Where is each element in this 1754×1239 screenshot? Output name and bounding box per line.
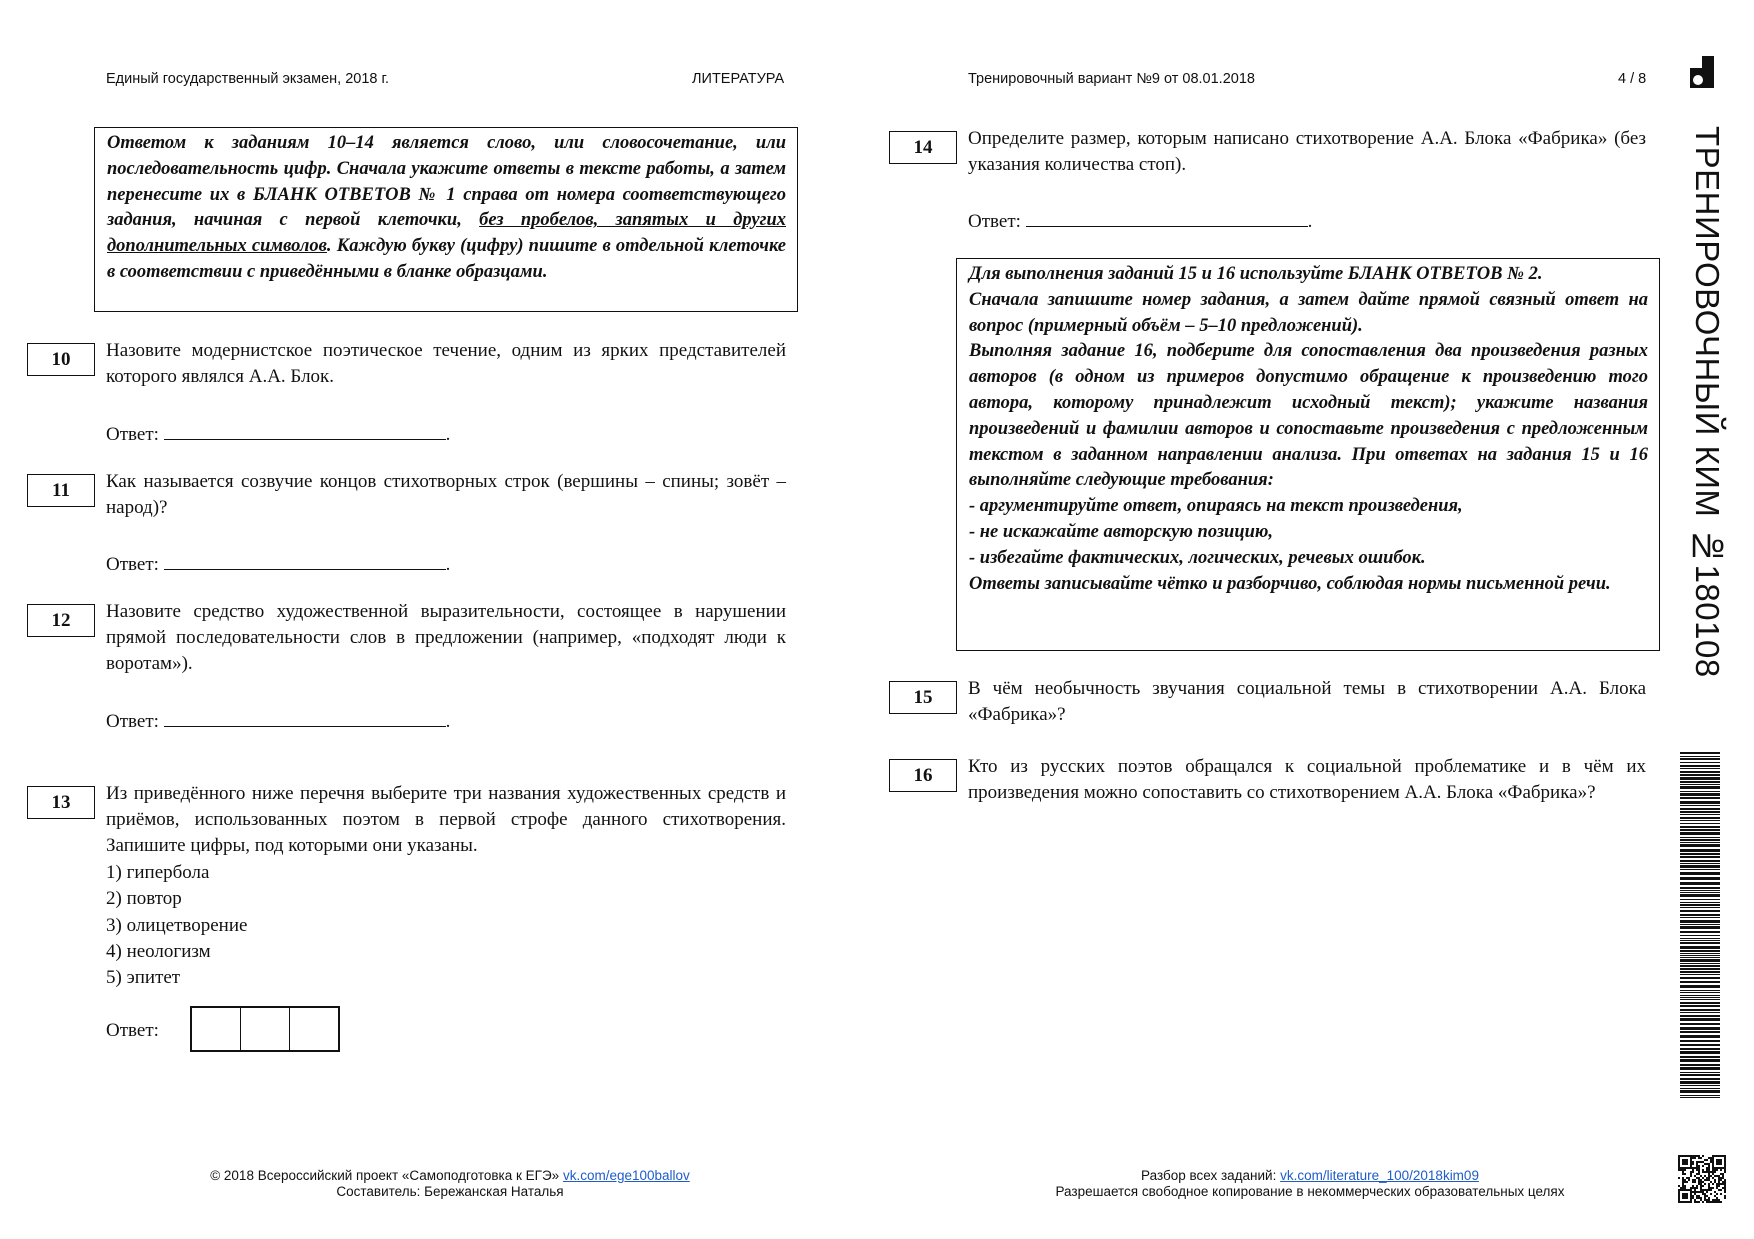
task-number-15: 15: [889, 681, 957, 714]
footer-right: [1000, 1168, 1620, 1200]
task-text-14: Определите размер, которым написано стихотворение А.А. Блока «Фабрика» (без указания количества стоп).: [968, 128, 1646, 175]
option-item: 5) эпитет: [106, 967, 181, 989]
option-item: 1) гипербола: [106, 862, 210, 883]
side-title: ТРЕНИРОВОЧНЫЙ КИМ №180108: [1689, 126, 1726, 678]
instruction2-line: - не искажайте авторскую позицию,: [969, 521, 1274, 542]
answer-field-11[interactable]: [106, 550, 450, 576]
answer-label-13: Ответ:: [106, 1020, 159, 1041]
instruction-text-part1: Ответом к заданиям 10–14 является слово, или словосочетание, или последовательность цифр. Сначала укажите ответы в тексте работы, а затем перенесите их в БЛАНК ОТВЕТОВ № 1 справа от номера соответствующего задания, начиная с первой клеточки,: [107, 133, 786, 231]
option-item: 2) повтор: [106, 888, 182, 910]
task-number-13: 13: [27, 786, 95, 819]
option-item: 4) неологизм: [106, 940, 211, 962]
footer-left: [150, 1168, 750, 1200]
footer-left-link[interactable]: vk.com/ege100ballov: [562, 1168, 690, 1183]
instruction-text-part2: . Каждую букву (цифру) пишите в отдельной клеточке в соответствии с приведёнными в бланке образцами.: [107, 236, 786, 282]
footer-note: Разрешается свободное копирование в некоммерческих образовательных целях: [1055, 1184, 1565, 1199]
answer-line[interactable]: [164, 550, 446, 570]
barcode-icon: [1680, 752, 1720, 1100]
instruction-text-underlined: без пробелов, запятых и других дополнительных символов: [107, 210, 786, 257]
task-number-14: 14: [889, 131, 957, 164]
footer-author: Составитель: Бережанская Наталья: [336, 1184, 564, 1199]
answer-cell[interactable]: [290, 1008, 338, 1050]
instruction2-line: Сначала запишите номер задания, а затем дайте прямой связный ответ на вопрос (примерный объём – 5–10 предложений).: [969, 289, 1648, 336]
header-page-number: 4 / 8: [1618, 71, 1647, 87]
answer-line[interactable]: [164, 420, 446, 440]
answer-label: Ответ:: [106, 424, 159, 445]
task-number-10: 10: [27, 343, 95, 376]
footer-right-link[interactable]: vk.com/literature_100/2018kim09: [1280, 1168, 1479, 1183]
task-text-12: Назовите средство художественной выразительности, состоящее в нарушении прямой последовательности слов в предложении (например, «подходят люди к воротам»).: [106, 601, 786, 674]
answer-label: Ответ:: [106, 711, 159, 732]
header-variant: Тренировочный вариант №9 от 08.01.2018: [968, 71, 1255, 87]
instruction2-line: - аргументируйте ответ, опираясь на текст произведения,: [969, 496, 1463, 517]
instruction-box-10-14: [94, 127, 798, 312]
header-exam: Единый государственный экзамен, 2018 г.: [106, 71, 390, 87]
instruction2-line: Ответы записывайте чётко и разборчиво, соблюдая нормы письменной речи.: [969, 573, 1611, 594]
instruction2-line: - избегайте фактических, логических, речевых ошибок.: [969, 547, 1426, 568]
corner-marker-icon: [1690, 56, 1714, 88]
task-text-15: В чём необычность звучания социальной темы в стихотворении А.А. Блока «Фабрика»?: [968, 678, 1646, 725]
task-number-16: 16: [889, 759, 957, 792]
answer-line[interactable]: [164, 707, 446, 727]
answer-cell[interactable]: [241, 1008, 290, 1050]
task-number-11: 11: [27, 474, 95, 507]
answer-end: .: [445, 711, 451, 732]
task-text-11: Как называется созвучие концов стихотворных строк (вершины – спины; зовёт – народ)?: [106, 471, 786, 518]
option-item: 3) олицетворение: [106, 914, 248, 936]
answer-end: .: [1307, 211, 1313, 232]
task-text-13: Из приведённого ниже перечня выберите три названия художественных средств и приёмов, использованных поэтом в первой строфе данного стихотворения. Запишите цифры, под которыми они указаны.: [106, 783, 786, 856]
answer-label: Ответ:: [968, 211, 1021, 232]
header-subject: ЛИТЕРАТУРА: [692, 71, 785, 87]
footer-left-text: © 2018 Всероссийский проект «Самоподготовка к ЕГЭ»: [210, 1168, 563, 1183]
answer-field-12[interactable]: [106, 707, 450, 733]
answer-label: Ответ:: [106, 554, 159, 575]
instruction-box-15-16: [956, 258, 1660, 651]
answer-end: .: [445, 554, 451, 575]
answer-field-10[interactable]: [106, 420, 450, 446]
answer-field-14[interactable]: [968, 207, 1312, 233]
answer-line[interactable]: [1026, 207, 1308, 227]
answer-end: .: [445, 424, 451, 445]
qr-code-icon: [1678, 1155, 1726, 1203]
instruction2-line: Выполняя задание 16, подберите для сопоставления два произведения разных авторов (в одном из примеров допустимо обращение к произведению того автора, которому принадлежит исходный текст); укажите названия произведений и фамилии авторов и сопоставьте произведения с предложенным текстом в заданном направлении анализа. При ответах на задания 15 и 16 выполняйте следующие требования:: [969, 341, 1648, 491]
instruction2-line: Для выполнения заданий 15 и 16 используйте БЛАНК ОТВЕТОВ № 2.: [969, 264, 1543, 284]
answer-cells-13[interactable]: [190, 1006, 340, 1052]
task-text-16: Кто из русских поэтов обращался к социальной проблематике и в чём их произведения можно сопоставить со стихотворением А.А. Блока «Фабрика»?: [968, 756, 1646, 803]
answer-cell[interactable]: [192, 1008, 241, 1050]
task-text-10: Назовите модернистское поэтическое течение, одним из ярких представителей которого являлся А.А. Блок.: [106, 340, 786, 387]
task-number-12: 12: [27, 604, 95, 637]
options-list-13: [106, 860, 247, 991]
footer-right-text: Разбор всех заданий:: [1141, 1168, 1281, 1183]
